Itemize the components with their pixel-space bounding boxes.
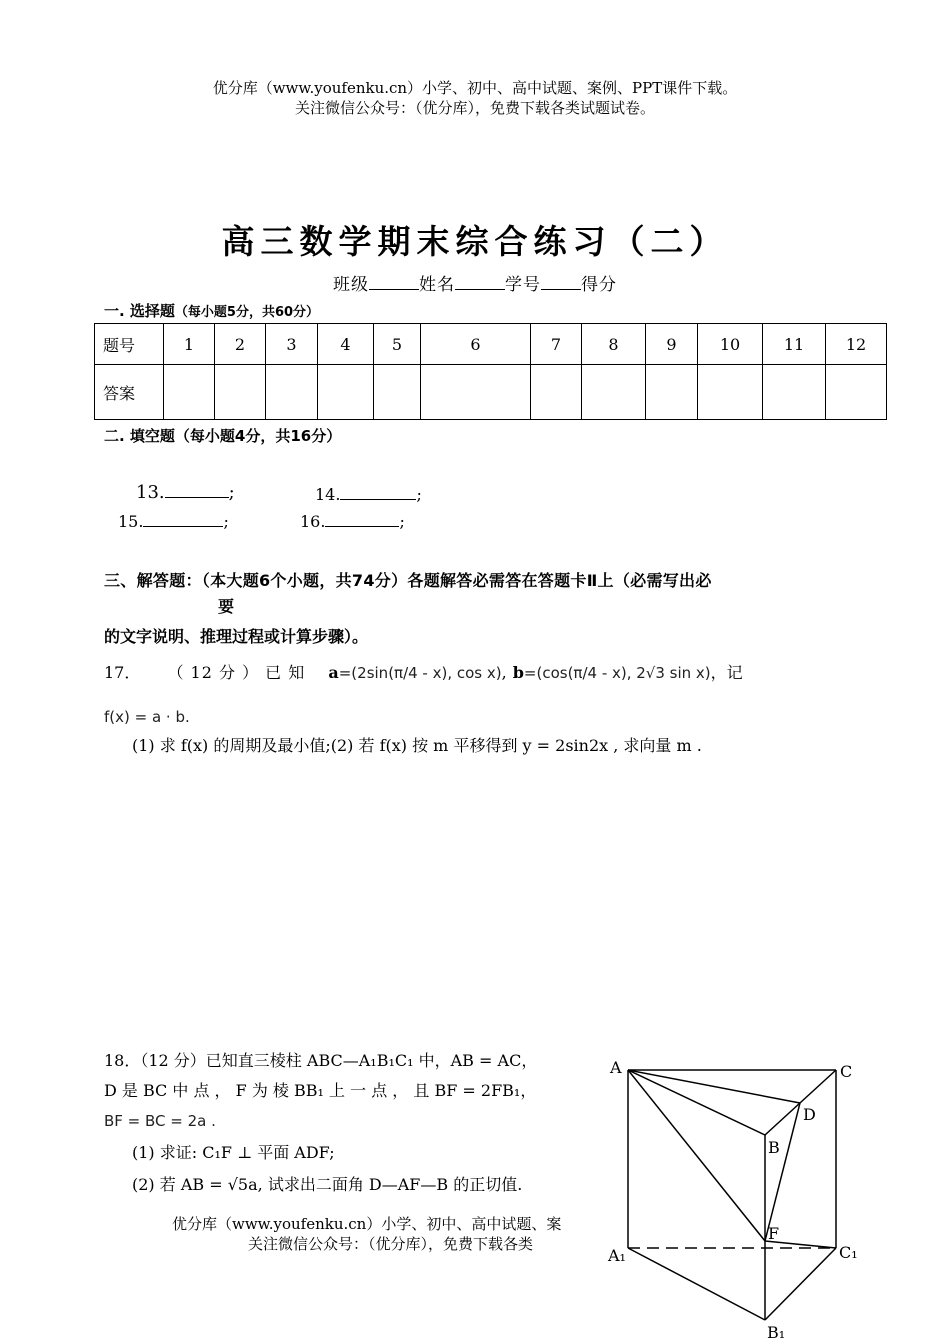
section1-note: （每小题5分，共60分） — [174, 305, 320, 320]
q17-score: （ 12 分 ） 已 知 — [167, 663, 306, 682]
answer-cell[interactable] — [374, 365, 421, 420]
question-number: 1 — [164, 324, 215, 365]
blank-15-line[interactable] — [143, 510, 223, 527]
question-number: 5 — [374, 324, 421, 365]
q17-line1: 17． （ 12 分 ） 已 知 a=(2sin(π/4 - x), cos x), b=(cos(π/4 - x), 2√3 sin x)，记 — [104, 663, 743, 682]
blank-16-line[interactable] — [325, 510, 399, 527]
blank-15-label: 15. — [118, 512, 144, 531]
q18-line2: D 是 BC 中 点 ， F 为 棱 BB₁ 上 一 点 ， 且 BF = 2FB₁， — [104, 1081, 537, 1100]
q18-line1: 18．（12 分）已知直三棱柱 ABC—A₁B₁C₁ 中，AB = AC， — [104, 1051, 538, 1070]
header-line-1: 优分库（www.youfenku.cn）小学、初中、高中试题、案例、PPT课件下载。 — [212, 79, 738, 97]
blank-13 — [136, 481, 235, 503]
q18-line3: BF = BC = 2a . — [104, 1112, 216, 1130]
section2-heading: 二. 填空题（每小题4分，共16分） — [104, 427, 342, 445]
answer-cell[interactable] — [763, 365, 826, 420]
answer-cell[interactable] — [421, 365, 531, 420]
q18-part1: (1) 求证: C₁F ⊥ 平面 ADF; — [132, 1143, 335, 1162]
edge-AB — [628, 1070, 765, 1135]
blank-16-label: 16. — [300, 512, 326, 531]
q17-expr-b: =(cos(π/4 - x), 2√3 sin x) — [523, 664, 711, 682]
edge-AD — [628, 1070, 800, 1103]
q17-number: 17． — [104, 663, 141, 682]
question-number: 9 — [646, 324, 698, 365]
label-C1: C₁ — [839, 1243, 858, 1262]
answer-cell[interactable] — [215, 365, 266, 420]
question-number: 7 — [531, 324, 582, 365]
row-label-number: 题号 — [95, 324, 164, 365]
question-number: 11 — [763, 324, 826, 365]
answer-cell[interactable] — [646, 365, 698, 420]
id-label: 学号 — [505, 275, 541, 295]
q17-vec-b: b — [512, 663, 524, 682]
edge-AF — [628, 1070, 765, 1241]
blank-14-sep: ; — [416, 485, 422, 504]
blank-15 — [118, 510, 229, 531]
answer-cell[interactable] — [826, 365, 887, 420]
section1-heading — [104, 300, 319, 321]
label-F: F — [768, 1224, 780, 1243]
q17-tail: ，记 — [710, 663, 743, 682]
edge-DF — [765, 1103, 800, 1241]
blank-14-label: 14. — [315, 485, 341, 504]
footer-line-2: 关注微信公众号：（优分库），免费下载各类 — [248, 1235, 534, 1253]
score-label: 得分 — [581, 275, 617, 295]
edge-B1C1 — [765, 1248, 836, 1320]
edge-A1B1 — [628, 1248, 765, 1320]
student-info-line — [0, 270, 950, 295]
page-title: 高三数学期末综合练习（二） — [221, 222, 729, 261]
blank-14 — [315, 483, 422, 504]
blank-13-sep: ; — [228, 482, 235, 503]
answer-cell[interactable] — [266, 365, 318, 420]
q17-expr-a: =(2sin(π/4 - x), cos x) — [338, 664, 502, 682]
header-line-2: 关注微信公众号：（优分库），免费下载各类试题试卷。 — [294, 99, 655, 117]
name-field[interactable] — [455, 275, 505, 290]
edge-BC — [765, 1070, 836, 1135]
label-B1: B₁ — [767, 1323, 786, 1342]
row-label-answer: 答案 — [95, 365, 164, 420]
blank-13-line[interactable] — [165, 481, 229, 498]
label-A1: A₁ — [608, 1246, 626, 1265]
label-A: A — [610, 1058, 622, 1077]
blank-15-sep: ; — [223, 512, 229, 531]
answer-cell[interactable] — [531, 365, 582, 420]
label-D: D — [803, 1105, 816, 1124]
section1-title: 一. 选择题 — [104, 302, 175, 320]
answer-cell[interactable] — [582, 365, 646, 420]
label-B: B — [768, 1138, 780, 1157]
question-number: 2 — [215, 324, 266, 365]
id-field[interactable] — [541, 275, 581, 290]
question-number: 6 — [421, 324, 531, 365]
q17-vec-a: a — [328, 663, 339, 682]
q17-f-def: f(x) = a · b. — [104, 708, 190, 726]
table-row — [95, 324, 887, 365]
q18-part2: (2) 若 AB = √5a, 试求出二面角 D—AF—B 的正切值. — [132, 1175, 523, 1194]
section3-heading-line1b: 要 — [218, 597, 235, 616]
q17-parts: (1) 求 f(x) 的周期及最小值;(2) 若 f(x) 按 m 平移得到 y = 2sin2x , 求向量 m . — [132, 736, 702, 755]
label-C: C — [840, 1062, 853, 1081]
question-number: 12 — [826, 324, 887, 365]
question-number: 8 — [582, 324, 646, 365]
blank-13-label: 13. — [136, 482, 165, 503]
class-field[interactable] — [369, 275, 419, 290]
question-number: 3 — [266, 324, 318, 365]
section3-heading-line1: 三、解答题：（本大题6个小题，共74分）各题解答必需答在答题卡Ⅱ上（必需写出必 — [104, 571, 712, 590]
section3-heading-line2: 的文字说明、推理过程或计算步骤）。 — [104, 627, 369, 646]
footer-line-1: 优分库（www.youfenku.cn）小学、初中、高中试题、案 — [172, 1215, 562, 1233]
blank-16 — [300, 510, 405, 531]
answer-cell[interactable] — [164, 365, 215, 420]
question-number: 4 — [318, 324, 374, 365]
prism-figure — [600, 1055, 870, 1342]
table-row — [95, 365, 887, 420]
class-label: 班级 — [333, 275, 369, 295]
answer-table — [94, 323, 887, 420]
answer-cell[interactable] — [698, 365, 763, 420]
answer-cell[interactable] — [318, 365, 374, 420]
blank-14-line[interactable] — [340, 483, 416, 500]
name-label: 姓名 — [419, 275, 455, 295]
blank-16-sep: ; — [399, 512, 405, 531]
question-number: 10 — [698, 324, 763, 365]
